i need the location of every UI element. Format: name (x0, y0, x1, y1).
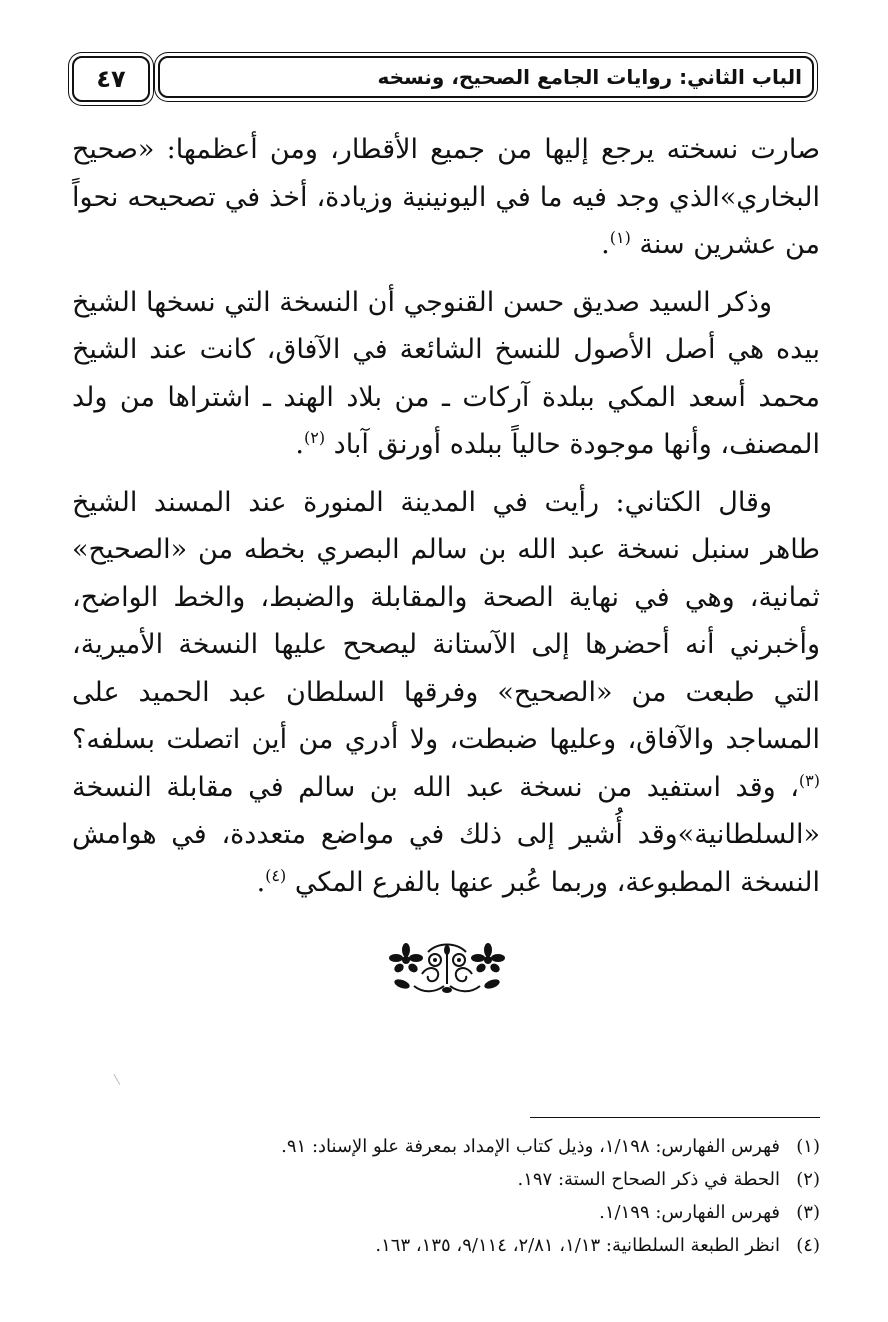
footnote-ref: (٢) (303, 428, 326, 447)
main-text (72, 126, 820, 906)
running-title: الباب الثاني: روايات الجامع الصحيح، ونسخه (377, 65, 802, 89)
footnote-separator (530, 1117, 820, 1118)
footnote-number: (٢) (796, 1169, 820, 1190)
paragraph-end: . (295, 429, 304, 460)
footnotes (72, 1130, 820, 1262)
paragraph-text: ، وقد استفيد من نسخة عبد الله بن سالم في مقابلة النسخة «السلطانية»وقد أُشير إلى ذلك في مواضع متعددة، في هوامش النسخة المطبوعة، وربما عُبر عنها بالفرع المكي (72, 771, 820, 898)
page-header (72, 52, 822, 108)
scan-mark (113, 1071, 125, 1085)
running-title-box (158, 56, 814, 98)
footnote-text: فهرس الفهارس: ١/١٩٨، وذيل كتاب الإمداد بمعرفة علو الإسناد: ٩١. (281, 1136, 780, 1157)
footnote-ref: (٣) (798, 770, 820, 790)
footnote-number: (٤) (796, 1235, 820, 1256)
footnote-item (72, 1229, 820, 1262)
floral-ornament-icon (388, 940, 506, 996)
paragraph-end: . (601, 229, 610, 260)
footnote-item (72, 1196, 820, 1229)
footnote-text: فهرس الفهارس: ١/١٩٩. (599, 1202, 780, 1223)
footnote-number: (٣) (796, 1202, 820, 1223)
paragraph-1 (72, 126, 820, 269)
paragraph-text: صارت نسخته يرجع إليها من جميع الأقطار، ومن أعظمها: «صحيح البخاري»الذي وجد فيه ما في اليونينية وزيادة، أخذ في تصحيحه نحواً من عشرين سنة (72, 134, 820, 260)
footnote-item (72, 1163, 820, 1196)
footnote-ref: (١) (609, 228, 631, 247)
paragraph-2 (72, 279, 820, 469)
footnote-item (72, 1130, 820, 1163)
page-number-box (72, 56, 150, 102)
paragraph-end: . (256, 866, 266, 898)
footnote-text: انظر الطبعة السلطانية: ١/١٣، ٢/٨١، ٩/١١٤، ١٣٥، ١٦٣. (375, 1235, 780, 1256)
paragraph-3 (72, 479, 820, 907)
footnote-number: (١) (796, 1136, 820, 1157)
footnote-text: الحطة في ذكر الصحاح الستة: ١٩٧. (517, 1169, 780, 1190)
paragraph-text: وذكر السيد صديق حسن القنوجي أن النسخة التي نسخها الشيخ بيده هي أصل الأصول للنسخ الشائعة في الآفاق، كانت عند الشيخ محمد أسعد المكي ببلدة آركات ـ من بلاد الهند ـ اشتراها من ولد المصنف، وأنها موجودة حالياً ببلده أورنق آباد (72, 286, 820, 460)
paragraph-text: وقال الكتاني: رأيت في المدينة المنورة عند المسند الشيخ طاهر سنبل نسخة عبد الله بن سالم البصري بخطه من «الصحيح» ثمانية، وهي في نهاية الصحة والمقابلة والضبط، والخط الواضح، وأخبرني أنه أحضرها إلى الآستانة ليصحح عليها النسخة الأميرية، التي طبعت من «الصحيح» وفرقها السلطان عبد الحميد على المساجد والآفاق، وعليها ضبطت، ولا أدري من أين اتصلت بسلفه؟ (72, 486, 820, 755)
page-number: ٤٧ (96, 65, 126, 93)
footnote-ref: (٤) (265, 865, 287, 885)
